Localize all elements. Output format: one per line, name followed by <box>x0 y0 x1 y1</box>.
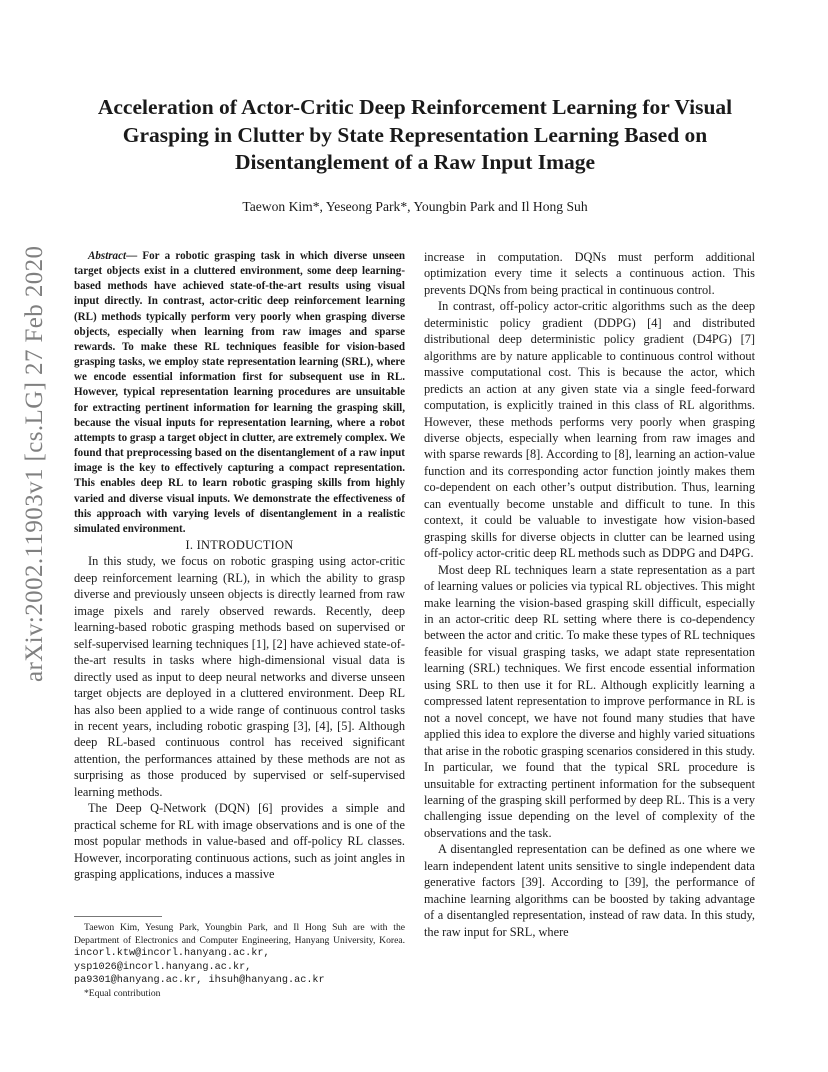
right-column <box>424 249 755 940</box>
paper-title <box>60 94 770 177</box>
email-3: pa9301@hanyang.ac.kr, ihsuh@hanyang.ac.kr <box>74 975 325 987</box>
affiliation-text: Taewon Kim, Yesung Park, Youngbin Park, and Il Hong Suh are with the Department of Electronics and Computer Engineering, Hanyang University, Korea. <box>74 922 405 946</box>
abstract-dash: — <box>126 250 143 262</box>
abstract-text: For a robotic grasping task in which diverse unseen target objects exist in a cluttered environment, some deep learning-based methods have achieved state-of-the-art results using visual input directly. In contrast, actor-critic deep reinforcement learning (RL) methods typically perform very poorly when grasping diverse objects, especially when learning from raw images and sparse rewards. To make these RL techniques feasible for vision-based grasping tasks, we employ state representation learning (SRL), where we encode essential information first for subsequent use in RL. However, typical representation learning procedures are unsuitable for extracting pertinent information for learning the grasping skill, because the visual inputs for representation learning, where a robot attempts to grasp a target object in clutter, are extremely complex. We found that preprocessing based on the disentanglement of a raw input image is the key to effectively capturing a compact representation. This enables deep RL to learn robotic grasping skills from highly varied and diverse visual inputs. We demonstrate the effectiveness of this approach with varying levels of disentanglement in a realistic simulated environment. <box>74 250 405 535</box>
intro-paragraph-1: In this study, we focus on robotic grasping using actor-critic deep reinforcement learning (RL), in which the ability to grasp diverse and previously unseen objects is directly learned from raw image pixels and rarely observed rewards. Recently, deep learning-based robotic grasping methods based on supervised or self-supervised learning techniques [1], [2] have achieved state-of-the-art results in tasks where high-dimensional visual data is directly used as input to deep neural networks and diverse unseen target objects are deployed in a cluttered environment. Deep RL has also been applied to a wide range of continuous control tasks in recent years, including robotic grasping [3], [4], [5]. Although deep RL-based continuous control has received significant attention, the performances attained by these methods are not as surprising as those produced by supervised or self-supervised learning methods. <box>74 554 405 799</box>
title-line-2: Grasping in Clutter by State Representation Learning Based on <box>122 122 708 147</box>
intro-paragraph-4: Most deep RL techniques learn a state representation as a part of learning values or policies via typical RL objectives. This might make learning the vision-based grasping skill difficult, especially in an actor-critic deep RL setting where there is co-dependency between the actor and critic. To make these types of RL techniques feasible for visual grasping tasks, we adapt state representation learning (SRL) techniques. We first encode essential information using SRL to then use it for RL. Although explicitly learning a compressed latent representation to improve performance in RL is not a novel concept, we have not found many studies that have applied this idea to explore the diverse and highly varied situations that arise in the robotic grasping scenarios considered in this study. In particular, we found that the typical SRL procedure is unsuitable for extracting pertinent information for the subsequent learning of the grasping skill performed by deep RL. This is a very challenging issue depending on the level of complexity of the observations and the task. <box>424 562 755 840</box>
equal-contribution-note: *Equal contribution <box>84 987 161 999</box>
title-line-1: Acceleration of Actor-Critic Deep Reinforcement Learning for Visual <box>97 95 733 119</box>
section-heading-introduction: I. INTRODUCTION <box>185 537 294 552</box>
arxiv-identifier: arXiv:2002.11903v1 [cs.LG] 27 Feb 2020 <box>21 245 48 682</box>
footnote-rule <box>74 916 162 917</box>
intro-paragraph-5: A disentangled representation can be defined as one where we learn independent latent units sensitive to single independent data generative factors [39]. According to [39], the performance of machine learning algorithms can be boosted by taking advantage of a disentangled representation, instead of raw data. In this study, the raw input for SRL, where <box>424 842 755 939</box>
footnote <box>74 916 405 1001</box>
intro-paragraph-2-continued: increase in computation. DQNs must perform additional optimization every time it selects a continuous action. This prevents DQNs from being practical in continuous control. <box>424 250 755 297</box>
abstract <box>74 249 405 537</box>
abstract-label: Abstract <box>88 250 127 262</box>
intro-paragraph-3: In contrast, off-policy actor-critic algorithms such as the deep deterministic policy gradient (DDPG) [4] and distributed distributional deep deterministic policy gradient (D4PG) [7] algorithms are by nature applicable to continuous control without massive computational cost. This is because the actor, which predicts an action at any given state via a single feed-forward computation, is explicitly trained in this class of RL algorithms. However, these methods performs very poorly when grasping diverse objects, especially when learning from raw images and with sparse rewards [8]. According to [8], learning an action-value function and its corresponding actor function jointly makes them co-dependent on each other’s output distribution. Thus, learning can eventually become unstable and difficult to tune. In this context, it could be valuable to investigate how vision-based grasping skills for diverse objects in clutter can be learned using off-policy actor-critic deep RL methods such as DDPG and D4PG. <box>424 299 755 561</box>
left-column <box>74 249 405 882</box>
intro-paragraph-2: The Deep Q-Network (DQN) [6] provides a simple and practical scheme for RL with image observations and is one of the most popular methods in value-based and off-policy RL classes. However, incorporating continuous actions, such as joint angles in grasping applications, induces a massive <box>74 801 405 882</box>
email-1: incorl.ktw@incorl.hanyang.ac.kr, <box>74 948 270 960</box>
footnote-affiliation <box>74 922 405 988</box>
email-2: ysp1026@incorl.hanyang.ac.kr, <box>74 961 252 973</box>
title-line-3: Disentanglement of a Raw Input Image <box>234 150 596 174</box>
author-list: Taewon Kim*, Yeseong Park*, Youngbin Park and Il Hong Suh <box>242 199 588 214</box>
